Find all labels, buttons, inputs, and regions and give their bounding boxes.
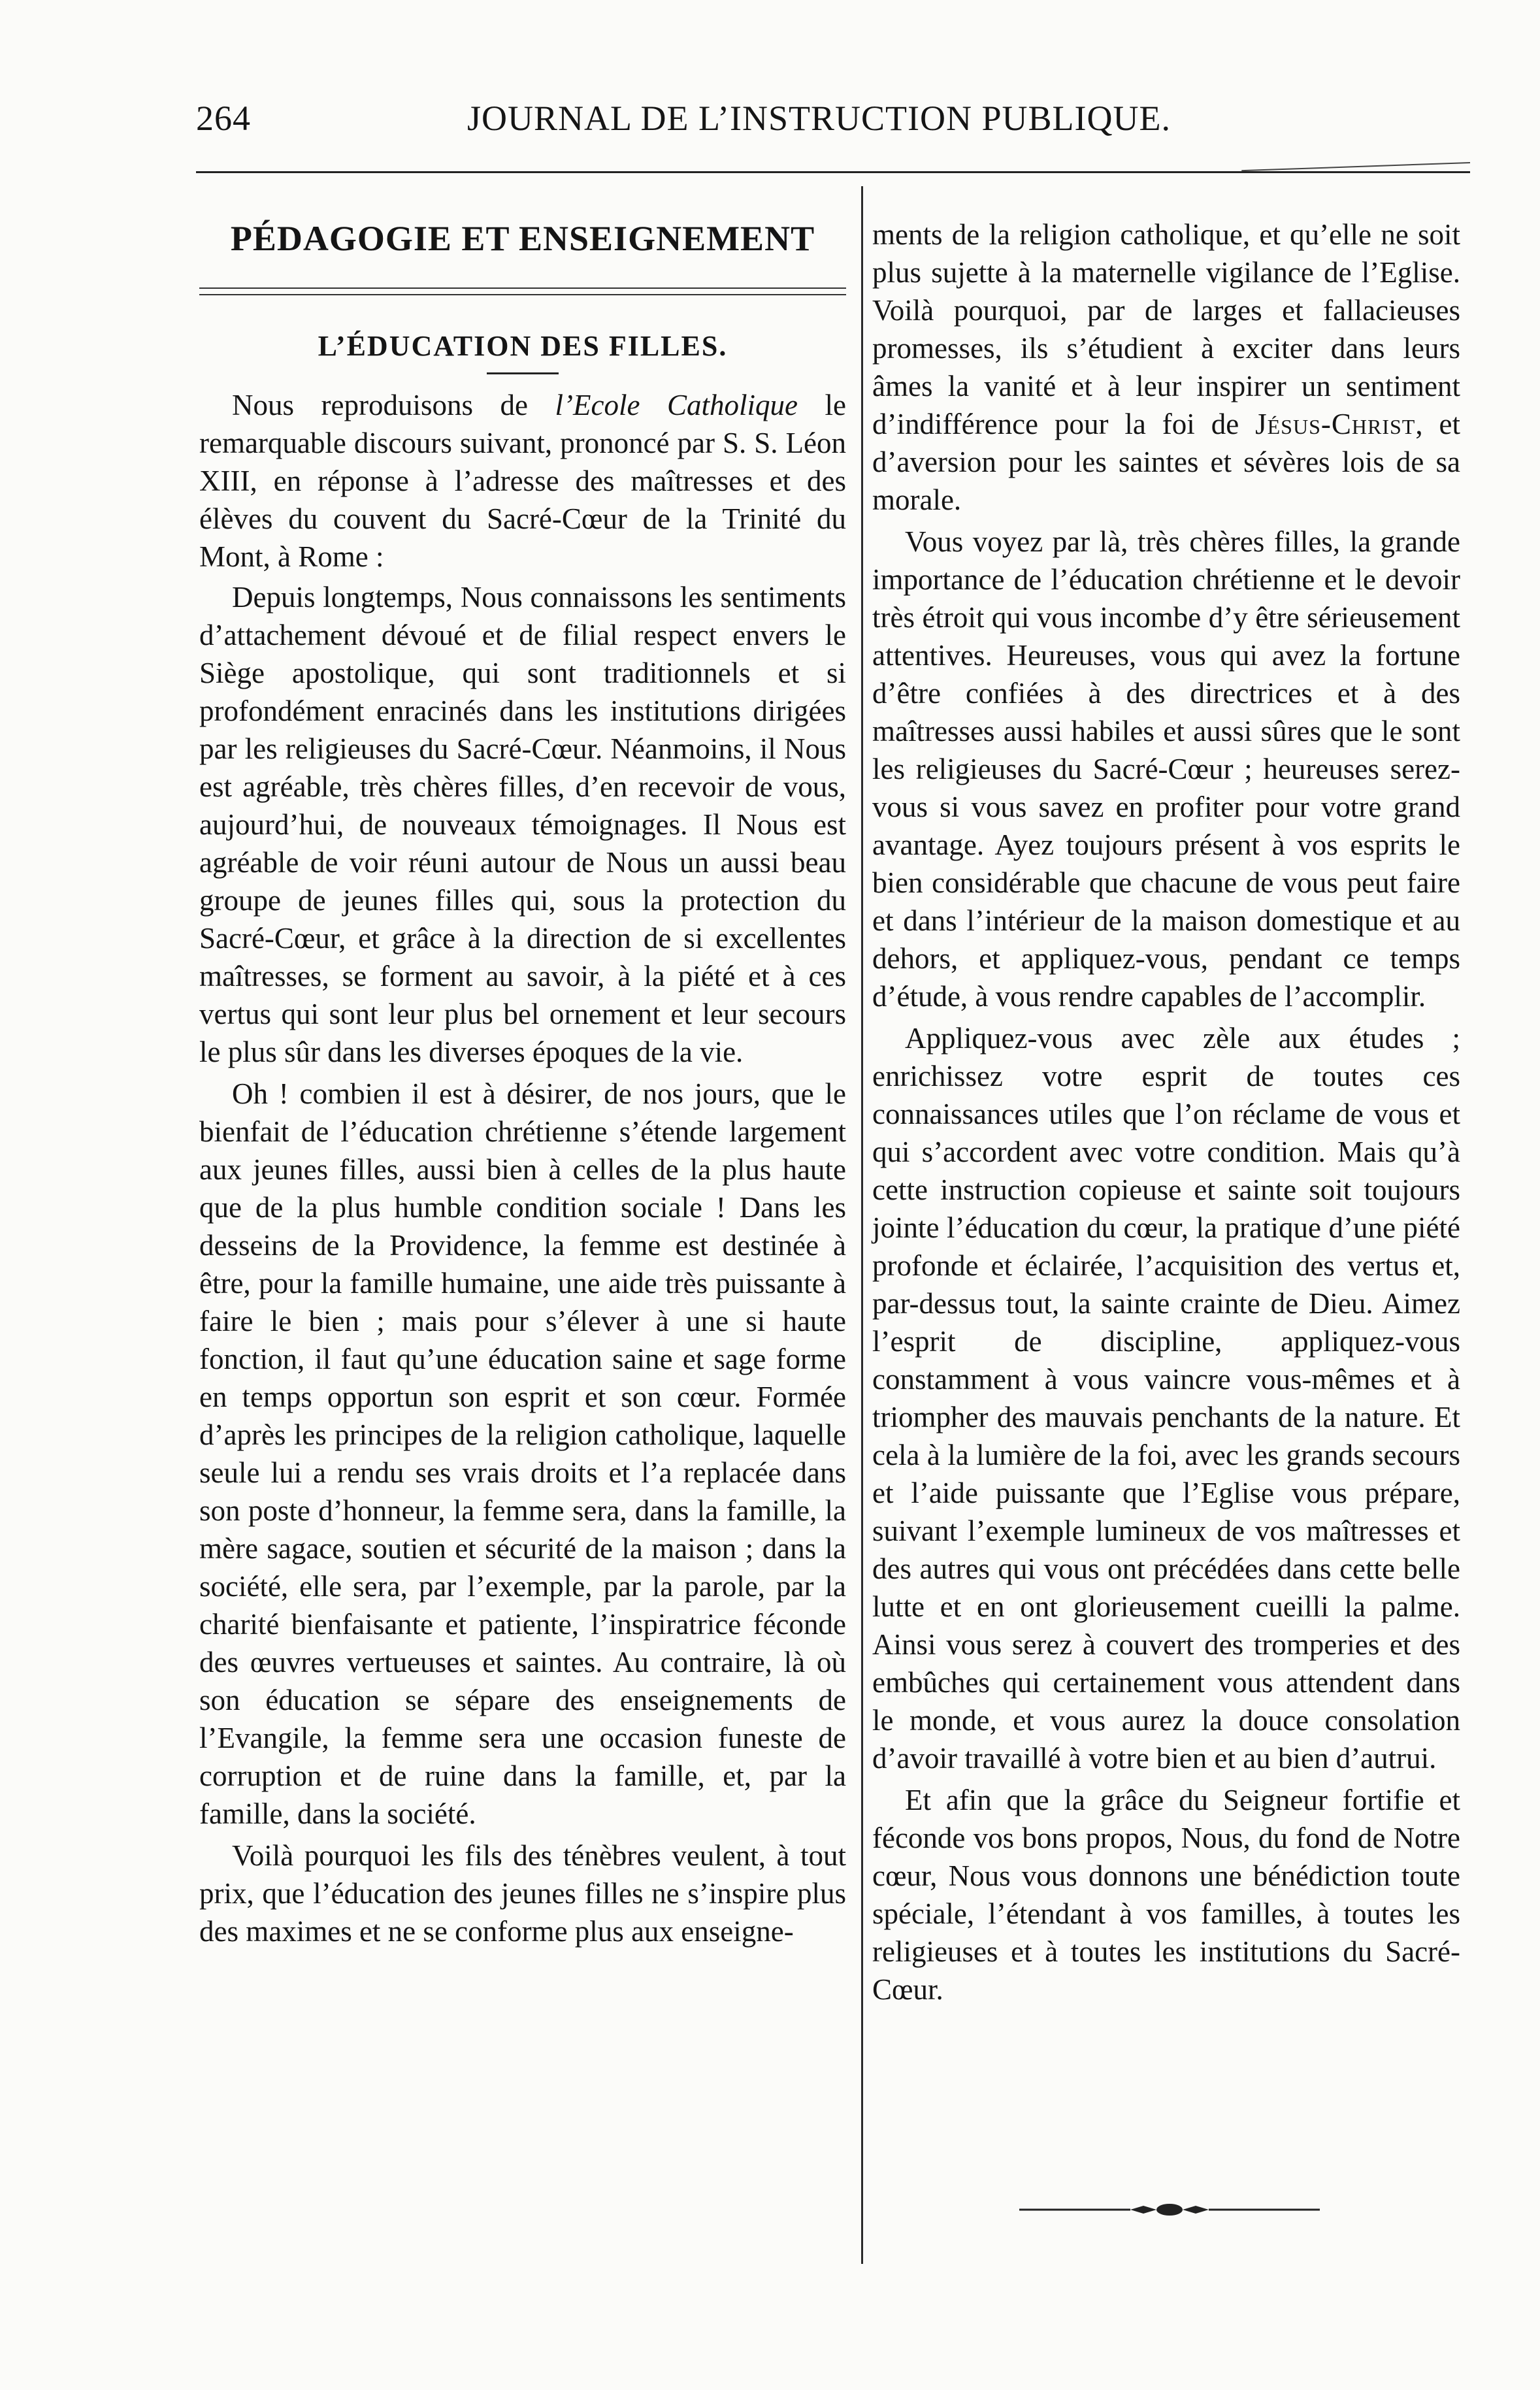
column-divider [861,186,863,2264]
intro-source: l’Ecole Catholique [555,389,798,421]
paragraph: Et afin que la grâce du Seigneur fortifie et féconde vos bons propos, Nous, du fond de Notre cœur, Nous vous donnons une bénédiction toute spéciale, l’étendant à vos familles, à toutes les religieuses et à toutes les institutions du Sacré-Cœur. [872,1784,1460,2006]
paragraph: Appliquez-vous avec zèle aux études ; enrichissez votre esprit de toutes ces connaissances utiles que l’on réclame de vous et qui s’accordent avec votre condition. Mais qu’à cette instruction copieuse et sainte soit toujours jointe l’éducation du cœur, la pratique d’une piété profonde et éclairée, l’acquisition des vertus et, par-dessus tout, la sainte crainte de Dieu. Aimez l’esprit de discipline, appliquez-vous constamment à vous vaincre vous-mêmes et à triompher des mauvais penchants de la nature. Et cela à la lumière de la foi, avec les grands secours et l’aide puissante que l’Eglise vous prépare, suivant l’exemple lumineux de vos maîtresses et des autres qui vous ont précédées dans cette belle lutte et en ont glorieusement cueilli la palme. Ainsi vous serez à couvert des tromperies et des embûches qui certainement vous attendent dans le monde, et vous aurez la douce consolation d’avoir travaillé à votre bien et au bien d’autrui. [872,1022,1460,1775]
paragraph: Depuis longtemps, Nous connaissons les sentiments d’attachement dévoué et de filial respect envers le Siège apostolique, qui sont traditionnels et si profondément enracinés dans les institutions dirigées par les religieuses du Sacré-Cœur. Néanmoins, il Nous est agréable, très chères filles, d’en recevoir de vous, aujourd’hui, de nouveaux témoignages. Il Nous est agréable de voir réuni autour de Nous un aussi beau groupe de jeunes filles qui, sous la protection du Sacré-Cœur, et grâce à la direction de si excellentes maîtresses, se forment au savoir, à la piété et à ces vertus qui sont leur plus bel ornement et leur secours le plus sûr dans les diverses époques de la vie. [199,581,846,1068]
article-intro [199,386,846,576]
left-column [199,216,846,1950]
journal-title: JOURNAL DE L’INSTRUCTION PUBLIQUE. [467,99,1171,138]
right-column [872,216,1460,2008]
section-double-rule [199,287,846,295]
intro-text-after: le remarquable discours suivant, prononcé par S. S. Léon XIII, en réponse à l’adresse des maîtresses et des élèves du couvent du Sacré-Cœur de la Trinité du Mont, à Rome : [199,389,846,573]
header-rule [196,171,1470,173]
article-title: L’ÉDUCATION DES FILLES. [318,330,728,362]
intro-text-before: Nous reproduisons de [232,389,555,421]
paragraph: Vous voyez par là, très chères filles, la grande importance de l’éducation chrétienne et le devoir très étroit qui vous incombe d’y être sérieusement attentives. Heureuses, vous qui avez la fortune d’être confiées à des directrices et à des maîtresses aussi habiles et aussi sûres que le sont les religieuses du Sacré-Cœur ; heureuses serez-vous si vous savez en profiter pour votre grand avantage. Ayez toujours présent à vos esprits le bien considérable que chacune de vous peut faire et dans l’intérieur de la maison domestique et au dehors, et appliquez-vous, pendant ce temps d’étude, à vous rendre capables de l’accomplir. [872,525,1460,1013]
sacred-name: Jésus-Christ [1255,408,1416,440]
running-head [196,98,1176,150]
page-number: 264 [196,99,251,138]
paragraph-continued [872,216,1460,519]
header-rule-accent [1241,162,1470,171]
continued-text-before: ments de la religion catholique, et qu’elle ne soit plus sujette à la maternelle vigilance de l’Eglise. Voilà pourquoi, par de larges et fallacieuses promesses, ils s’étudient à exciter dans leurs âmes la vanité et à leur inspirer un sentiment d’indifférence pour la foi de [872,218,1460,440]
end-ornament [1019,2202,1320,2218]
title-rule [487,372,559,374]
section-heading: PÉDAGOGIE ET ENSEIGNEMENT [230,219,815,258]
continued-text-after: , et d’aversion pour les saintes et sévères lois de sa morale. [872,408,1460,516]
paragraph: Oh ! combien il est à désirer, de nos jours, que le bienfait de l’éducation chrétienne s’étende largement aux jeunes filles, aussi bien à celles de la plus haute que de la plus humble condition sociale ! Dans les desseins de la Providence, la femme est destinée à être, pour la famille humaine, une aide très puissante à faire le bien ; mais pour s’élever à une si haute fonction, il faut qu’une éducation saine et sage forme en temps opportun son esprit et son cœur. Formée d’après les principes de la religion catholique, laquelle seule lui a rendu ses vrais droits et l’a replacée dans son poste d’honneur, la femme sera, dans la famille, la mère sagace, soutien et sécurité de la maison ; dans la société, elle sera, par l’exemple, par la parole, par la charité bienfaisante et patiente, l’inspiratrice féconde des œuvres vertueuses et saintes. Au contraire, là où son éducation se sépare des enseignements de l’Evangile, la femme sera une occasion funeste de corruption et de ruine dans la famille, et, par la famille, dans la société. [199,1077,846,1830]
paragraph: Voilà pourquoi les fils des ténèbres veulent, à tout prix, que l’éducation des jeunes filles ne s’inspire plus des maximes et ne se conforme plus aux enseigne- [199,1839,846,1948]
